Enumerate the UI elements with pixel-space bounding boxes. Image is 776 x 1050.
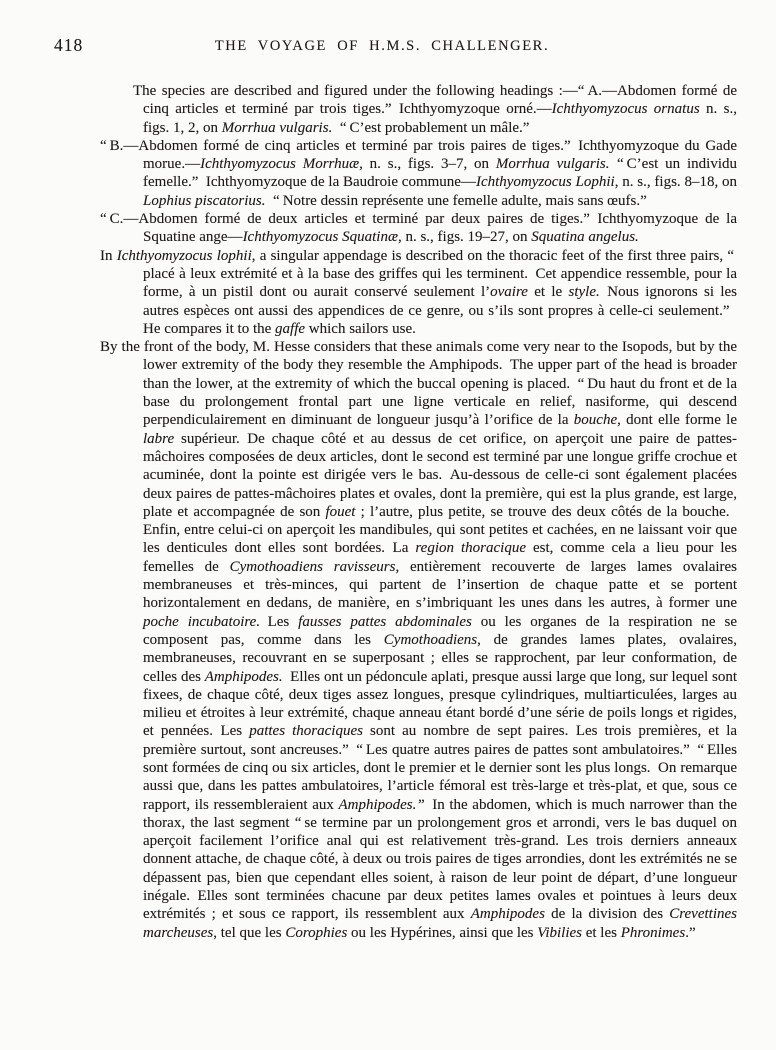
text-run: , dont elle forme le — [617, 412, 737, 429]
text-run-italic: Ichthyomyzocus ornatus — [551, 101, 700, 118]
text-run-italic: poche incubatoire. — [143, 613, 261, 630]
text-run-italic: ovaire — [490, 284, 528, 301]
text-run-italic: fausses pattes abdominales — [298, 613, 472, 630]
text-run-italic: Amphipodes.” — [338, 796, 425, 813]
text-run-italic: Squatina angelus. — [531, 229, 639, 246]
text-run: , de grandes lames plates, ovalaires, membraneuses, recouvrant en se superposant ; elles se rapprochent, par leur conformation, de celles des — [143, 631, 738, 685]
text-run-italic: Ichthyomyzocus lophii — [116, 247, 252, 264]
text-run-italic: Cymothoadiens ravisseurs — [229, 558, 396, 575]
text-run-italic: Phronimes — [620, 924, 686, 941]
text-run-italic: bouche — [573, 412, 618, 429]
text-run: est, comme cela a lieu pour les femelles de — [143, 540, 738, 575]
text-run: sont au nombre de sept paires. Les trois premières, et la première surtout, sont ancreuses.” “ Les quatre autres paires de pattes sont ambulatoires.” “ Elles sont formées de cinq ou six articles, dont le premier et le dernier sont les plus longs. On remarque aussi que, dans les pattes ambulatoires, l’article fémoral est très-large et très-plat, et que, sous ce rapport, ils ressembleraient aux — [143, 723, 738, 813]
paragraph — [100, 137, 737, 210]
text-run: et le — [527, 284, 569, 301]
text-run: which sailors use. — [305, 320, 416, 337]
text-run-italic: Ichthyomyzocus Morrhuæ — [200, 156, 360, 173]
text-run-italic: Amphipodes — [470, 906, 545, 923]
text-run: , n. s., figs. 3–7, on — [359, 156, 496, 173]
page-body-text — [100, 82, 737, 942]
text-run: et les — [581, 924, 621, 941]
text-run: ou les Hypérines, ainsi que les — [347, 924, 538, 941]
text-run: “ C.—Abdomen formé de deux articles et terminé par deux paires de tiges.” Ichthyomyzoque de la Squatine ange— — [100, 211, 737, 246]
text-run: .” — [685, 924, 696, 941]
text-run-italic: Ichthyomyzocus Lophii — [475, 174, 615, 191]
text-run-italic: Vibilies — [537, 924, 582, 941]
text-run-italic: Corophies — [285, 924, 348, 941]
text-run: de la division des — [544, 906, 670, 923]
paragraph — [100, 82, 737, 137]
text-run-italic: region thoracique — [415, 540, 526, 557]
text-run: In the abdomen, which is much narrower than the thorax, the last segment “ se termine par un prolongement gros et arrondi, vers le bas duquel on aperçoit facilement l’orifice anal qui est relativement très-grand. Les trois derniers anneaux donnent attache, de chaque côté, à deux ou trois paires de tiges arrondies, dont les extrémités ne se dépassent pas, bien que cependant elles soient, à raison de leur point de départ, d’une longueur inégale. Elles sont terminées chacune par deux petites lames ovales et pointues à leurs deux extrémités ; et sous ce rapport, ils ressemblent aux — [143, 796, 737, 923]
text-run-italic: Cymothoadiens — [383, 631, 478, 648]
text-run-italic: Crevettines marcheuses — [143, 906, 737, 941]
text-run: , tel que les — [213, 924, 286, 941]
text-run-italic: style. — [568, 284, 600, 301]
text-run: ; l’autre, plus petite, se trouve des deux côtés de la bouche. Enfin, entre celui-ci on aperçoit les mandibules, qui sont petites et cachées, en ne laissant voir que les denticules dont elles sont bordées. La — [143, 503, 737, 557]
paragraph — [100, 247, 737, 338]
text-run: , n. s., figs. 19–27, on — [397, 229, 532, 246]
text-run: , n. s., figs. 8–18, on — [614, 174, 737, 191]
text-run-italic: gaffe — [275, 320, 306, 337]
text-run: The species are described and figured under the following headings :—“ A.—Abdomen formé de cinq articles et terminé par trois tiges.” Ichthyomyzoque orné.— — [133, 83, 737, 118]
text-run: , entièrement recouverte de larges lames ovalaires membraneuses et très-minces, qui partent de l’insertion de chaque patte et se portent horizontalement en dedans, de manière, en s’imbriquant les unes dans les autres, à former une — [143, 558, 738, 612]
text-run-italic: Amphipodes. — [204, 668, 283, 685]
text-run: , a singular appendage is described on the thoracic feet of the first three pairs, “ placé à leux extrémité et à la base des griffes qui les terminent. Cet appendice ressemble, pour la forme, à un pistil dont ou aurait conservé seulement l’ — [143, 247, 737, 301]
text-run: By the front of the body, M. Hesse considers that these animals come very near to the Isopods, but by the lower extremity of the body they resemble the Amphipods. The upper part of the head is broader than the lower, at the extremity of which the buccal opening is placed. “ Du haut du front et de la base du prolongement frontal part une ligne verticale en relief, nasiforme, qui descend perpendiculairement en diminuant de longueur jusqu’à l’orifice de la — [100, 339, 737, 429]
text-run-italic: Morrhua vulgaris. — [495, 156, 610, 173]
text-run: “ Notre dessin représente une femelle adulte, mais sans œufs.” — [265, 192, 647, 209]
text-run: n. s., figs. 1, 2, on — [143, 101, 737, 136]
text-run: supérieur. De chaque côté et au dessus de cet orifice, on aperçoit une paire de pattes-mâchoires composées de deux articles, dont le second est terminé par une longue griffe crochue et acuminée, dont la pointe est dirigée vers le bas. Au-dessous de celle-ci sont également placées deux paires de pattes-mâchoires plates et ovales, dont la première, qui est la plus grande, est large, plate et accompagnée de son — [143, 430, 737, 520]
text-run: Elles ont un pédoncule aplati, presque aussi large que long, sur lequel sont fixees, de chaque côté, deux tiges assez longues, presque cylindriques, multiarticulées, larges au milieu et étroites à leur extrémité, chaque anneau étant bordé d’une série de poils longs et rigides, et pennées. Les — [143, 668, 737, 740]
text-run-italic: Morrhua vulgaris. — [221, 119, 333, 136]
text-run-italic: Lophius piscatorius. — [143, 192, 266, 209]
text-run-italic: labre — [143, 430, 175, 447]
paragraph — [100, 338, 737, 942]
text-run: “ B.—Abdomen formé de cinq articles et terminé par trois paires de tiges.” Ichthyomyzoque du Gade morue.— — [100, 137, 737, 173]
running-head: THE VOYAGE OF H.M.S. CHALLENGER. — [214, 38, 550, 54]
paragraph — [100, 210, 737, 247]
page-number: 418 — [54, 35, 84, 55]
text-run: “ C’est probablement un mâle.” — [332, 119, 530, 136]
text-run-italic: Ichthyomyzocus Squatinæ — [242, 229, 398, 246]
text-run-italic: fouet — [325, 503, 356, 520]
text-run-italic: pattes thoraciques — [249, 723, 363, 740]
text-run: Nous ignorons si les autres espèces ont aussi des appendices de ce genre, ou s’ils sont propres à celle-ci seulement.” He compares it to the — [143, 284, 738, 337]
text-run: In — [100, 247, 117, 264]
text-run: ou les organes de la respiration ne se composent pas, comme dans les — [143, 613, 737, 648]
text-run: “ C’est un individu femelle.” Ichthyomyzoque de la Baudroie commune— — [143, 156, 737, 191]
text-run: Les — [260, 613, 299, 630]
